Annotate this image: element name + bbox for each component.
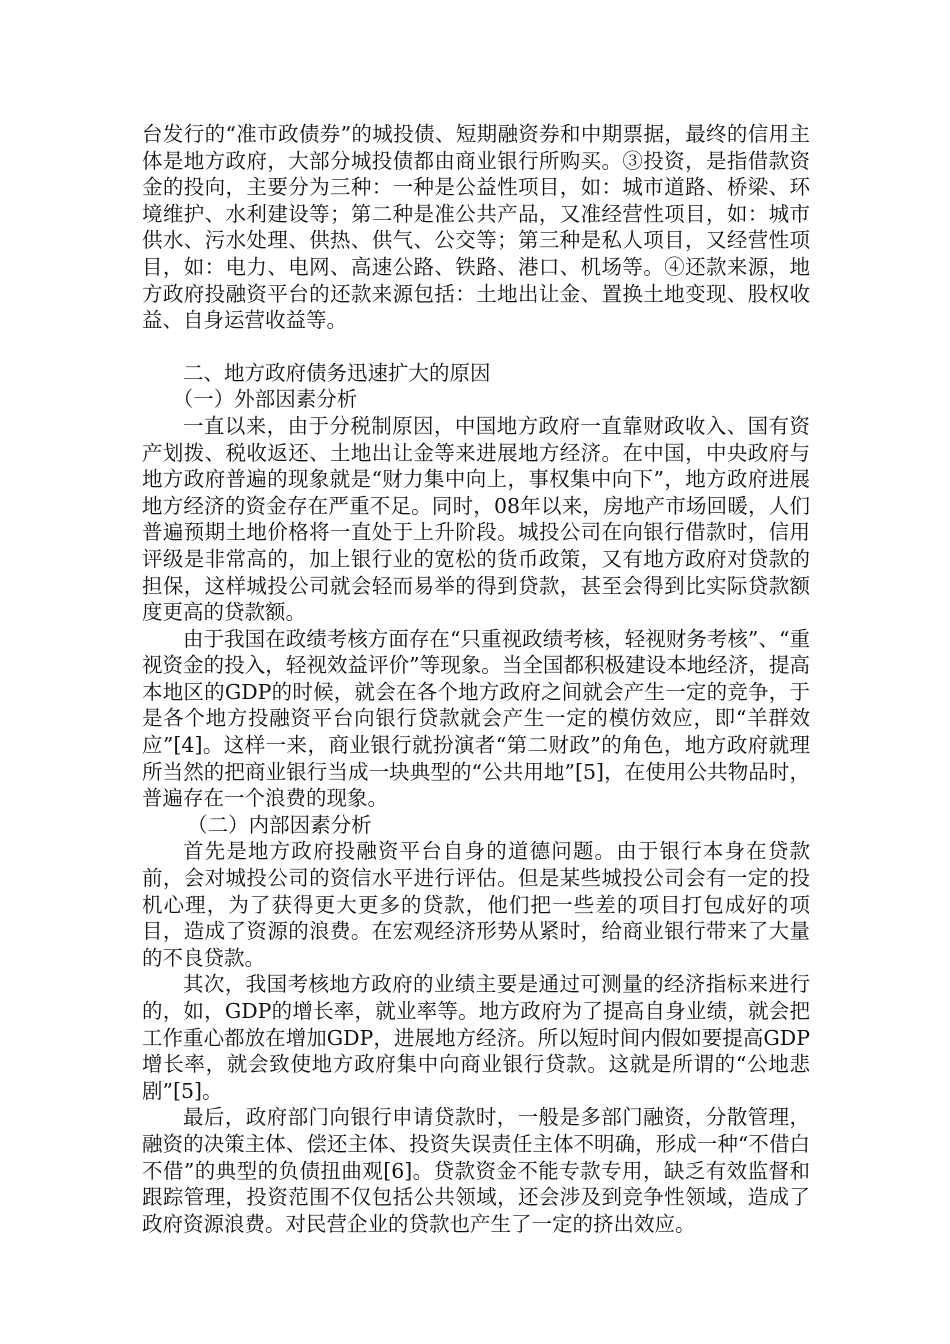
paragraph-external-1: 一直以来，由于分税制原因，中国地方政府一直靠财政收入、国有资产划拨、税收返还、土地出让金等来进展地方经济。在中国，中央政府与地方政府普遍的现象就是“财力集中向上，事权集中向下”，地方政府进展地方经济的资金存在严重不足。同时，08年以来，房地产市场回暖，人们普遍预期土地价格将一直处于上升阶段。城投公司在向银行借款时，信用评级是非常高的，加上银行业的宽松的货币政策，又有地方政府对贷款的担保，这样城投公司就会轻而易举的得到贷款，甚至会得到比实际贷款额度更高的贷款额。 — [142, 413, 810, 625]
subsection-heading-external: （一）外部因素分析 — [172, 387, 358, 412]
section-heading: 二、地方政府债务迅速扩大的原因 — [183, 360, 491, 385]
paragraph-debt-structure: 台发行的“准市政债券”的城投债、短期融资券和中期票据，最终的信用主体是地方政府，大部分城投债都由商业银行所购买。③投资，是指借款资金的投向，主要分为三种：一种是公益性项目，如：城市道路、桥梁、环境维护、水利建设等；第二种是准公共产品，又准经营性项目，如：城市供水、污水处理、供热、供气、公交等；第三种是私人项目，又经营性项目，如：电力、电网、高速公路、铁路、港口、机场等。④还款来源，地方政府投融资平台的还款来源包括：土地出让金、置换土地变现、股权收益、自身运营收益等。 — [142, 122, 810, 333]
paragraph-internal-1: 首先是地方政府投融资平台自身的道德问题。由于银行本身在贷款前，会对城投公司的资信水平进行评估。但是某些城投公司会有一定的投机心理，为了获得更大更多的贷款，他们把一些差的项目打包成好的项目，造成了资源的浪费。在宏观经济形势从紧时，给商业银行带来了大量的不良贷款。 — [142, 839, 810, 970]
paragraph-external-2: 由于我国在政绩考核方面存在“只重视政绩考核，轻视财务考核”、“重视资金的投入，轻视效益评价”等现象。当全国都积极建设本地经济，提高本地区的GDP的时候，就会在各个地方政府之间就会产生一定的竞争，于是各个地方投融资平台向银行贷款就会产生一定的模仿效应，即“羊群效应”[4]。这样一来，商业银行就扮演者“第二财政”的角色，地方政府就理所当然的把商业银行当成一块典型的“公共用地”[5]，在使用公共物品时，普遍存在一个浪费的现象。 — [142, 626, 810, 811]
paragraph-internal-2: 其次，我国考核地方政府的业绩主要是通过可测量的经济指标来进行的，如，GDP的增长率，就业率等。地方政府为了提高自身业绩，就会把工作重心都放在增加GDP，进展地方经济。所以短时间内假如要提高GDP增长率，就会致使地方政府集中向商业银行贷款。这就是所谓的“公地悲剧”[5]。 — [142, 972, 810, 1103]
subsection-heading-internal: （二）内部因素分析 — [187, 812, 372, 837]
document-body — [142, 121, 810, 1237]
paragraph-internal-3: 最后，政府部门向银行申请贷款时，一般是多部门融资，分散管理，融资的决策主体、偿还主体、投资失误责任主体不明确，形成一种“不借白不借”的典型的负债扭曲观[6]。贷款资金不能专款专用，缺乏有效监督和跟踪管理，投资范围不仅包括公共领域，还会涉及到竞争性领域，造成了政府资源浪费。对民营企业的贷款也产生了一定的挤出效应。 — [142, 1105, 810, 1236]
